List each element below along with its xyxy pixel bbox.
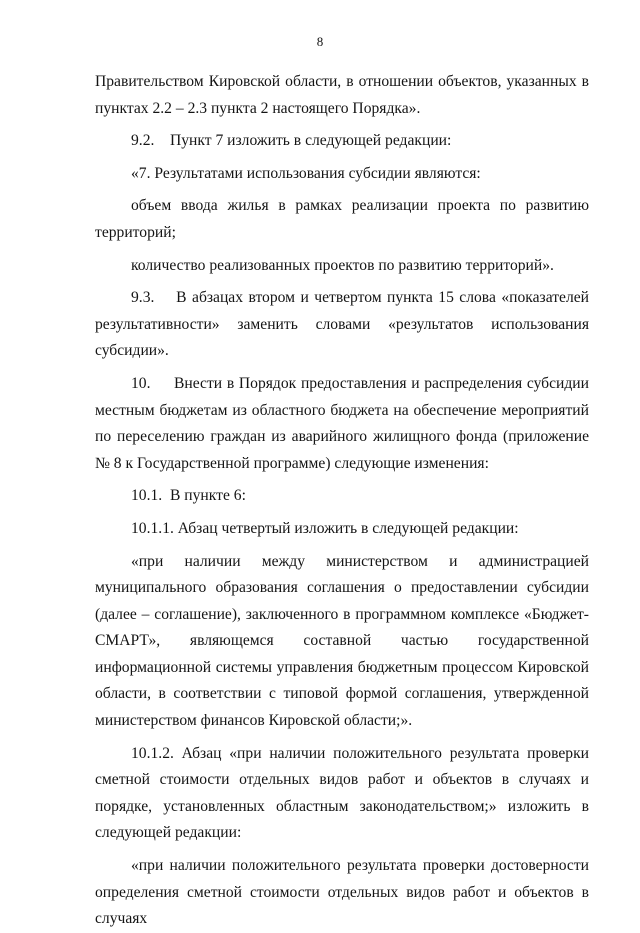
page-number: 8 <box>316 34 324 49</box>
paragraph-projects-count: количество реализованных проектов по развитию территорий». <box>131 256 554 274</box>
paragraph-9-2: 9.2. Пункт 7 изложить в следующей редакции: <box>131 132 452 150</box>
paragraph-housing-volume: объем ввода жилья в рамках реализации проекта по развитию территорий; <box>95 197 589 241</box>
paragraph-continuation: Правительством Кировской области, в отношении объектов, указанных в пунктах 2.2 – 2.3 пункта 2 настоящего Порядка». <box>95 73 589 117</box>
paragraph-10-1-1: 10.1.1. Абзац четвертый изложить в следующей редакции: <box>131 519 519 537</box>
paragraph-10-1: 10.1. В пункте 6: <box>131 487 246 505</box>
paragraph-10: 10. Внести в Порядок предоставления и распределения субсидии местным бюджетам из областного бюджета на обеспечение мероприятий по переселению граждан из аварийного жилищного фонда (приложение № 8 к Государственной программе) следующие изменения: <box>95 374 589 472</box>
paragraph-agreement: «при наличии между министерством и администрацией муниципального образования соглашения о предоставлении субсидии (далее – соглашение), заключенного в программном комплексе «Бюджет-СМАРТ», являющемся составной частью государственной информационной системы управления бюджетным процессом Кировской области, в соответствии с типовой формой соглашения, утвержденной министерством финансов Кировской области;». <box>95 552 589 730</box>
paragraph-9-3: 9.3. В абзацах втором и четвертом пункта 15 слова «показателей результативности» заменить словами «результатов использования субсидии». <box>95 289 589 360</box>
paragraph-10-1-2: 10.1.2. Абзац «при наличии положительного результата проверки сметной стоимости отдельных видов работ и объектов в случаях и порядке, установленных областным законодательством;» изложить в следующей редакции: <box>95 744 589 842</box>
paragraph-verification: «при наличии положительного результата проверки достоверности определения сметной стоимости отдельных видов работ и объектов в случаях <box>95 857 589 928</box>
document-body <box>95 69 589 933</box>
paragraph-results-intro: «7. Результатами использования субсидии являются: <box>131 164 481 182</box>
